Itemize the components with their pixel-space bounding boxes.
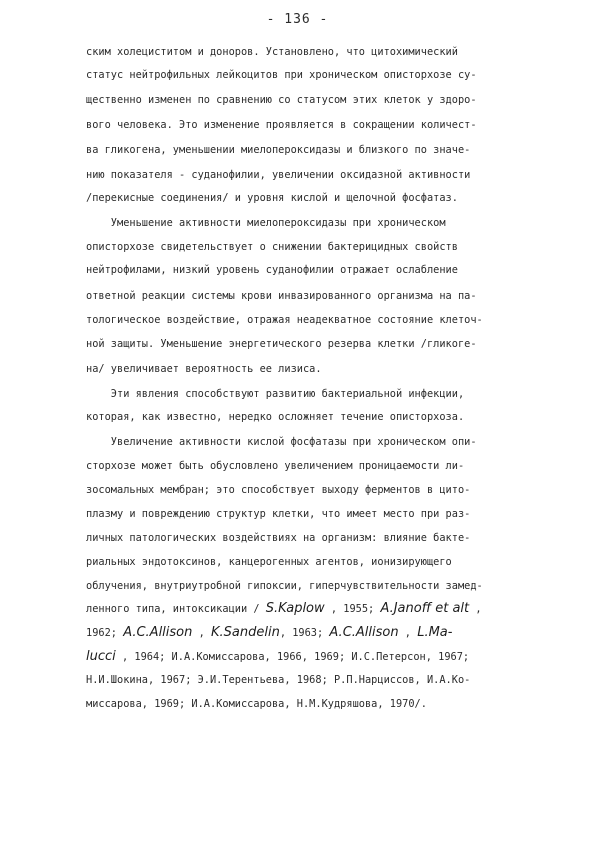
- text-line: тологическое воздействие, отражая неадекватное состояние клеточ-: [86, 314, 483, 326]
- text-line: на/ увеличивает вероятность ее лизиса.: [86, 363, 322, 375]
- handwritten-reference: A.C.Allison: [329, 625, 399, 640]
- handwritten-reference: A.Janoff et alt: [380, 601, 470, 616]
- text-line: ским холециститом и доноров. Установлено, что цитохимический: [86, 46, 458, 58]
- text-line: /перекисные соединения/ и уровня кислой и щелочной фосфатаз.: [86, 192, 458, 204]
- text-line: нию показателя - суданофилии, увеличении оксидазной активности: [86, 169, 471, 181]
- page-number: - 136 -: [266, 12, 329, 27]
- text-line: [86, 602, 482, 616]
- typed-text: миссарова, 1969; И.А.Комиссарова, Н.М.Кудряшова, 1970/.: [86, 698, 427, 710]
- text-line: риальных эндотоксинов, канцерогенных агентов, ионизирующего: [86, 556, 452, 568]
- text-line: [86, 626, 452, 640]
- typed-text: ,: [398, 627, 418, 639]
- text-line: зосомальных мембран; это способствует выходу ферментов в цито-: [86, 484, 471, 496]
- typed-text: ,: [469, 603, 482, 615]
- typed-text: , 1963;: [279, 627, 330, 639]
- text-line: Эти явления способствуют развитию бактериальной инфекции,: [86, 388, 465, 400]
- text-line: нейтрофилами, низкий уровень суданофилии отражает ослабление: [86, 264, 458, 276]
- handwritten-reference: L.Ma-: [417, 625, 453, 640]
- text-line: личных патологических воздействиях на организм: влияние бакте-: [86, 532, 471, 544]
- text-line: сторхозе может быть обусловлено увеличением проницаемости ли-: [86, 460, 465, 472]
- handwritten-reference: S.Kaplow: [265, 601, 325, 616]
- typed-text: ленного типа, интоксикации /: [86, 603, 266, 615]
- typed-text: ,: [192, 627, 211, 639]
- text-line: [86, 650, 469, 664]
- typed-text: , 1955;: [324, 603, 381, 615]
- text-line: облучения, внутриутробной гипоксии, гиперчувствительности замед-: [86, 580, 483, 592]
- handwritten-reference: lucci: [86, 649, 116, 664]
- text-line: [86, 697, 427, 711]
- handwritten-reference: A.C.Allison: [123, 625, 193, 640]
- handwritten-reference: K.Sandelin: [210, 625, 280, 640]
- text-line: которая, как известно, нередко осложняет течение описторхоза.: [86, 411, 465, 423]
- text-line: статус нейтрофильных лейкоцитов при хроническом описторхозе су-: [86, 69, 477, 81]
- text-line: плазму и повреждению структур клетки, что имеет место при раз-: [86, 508, 471, 520]
- typed-text: 1962;: [86, 627, 124, 639]
- text-line: Уменьшение активности миелопероксидазы при хроническом: [86, 217, 446, 229]
- typed-text: Н.И.Шокина, 1967; Э.И.Терентьева, 1968; Р.П.Нарциссов, И.А.Ко-: [86, 674, 471, 686]
- typed-text: , 1964; И.А.Комиссарова, 1966, 1969; И.С.Петерсон, 1967;: [115, 651, 470, 663]
- text-line: описторхозе свидетельствует о снижении бактерицидных свойств: [86, 241, 458, 253]
- text-line: вого человека. Это изменение проявляется в сокращении количест-: [86, 119, 477, 131]
- text-line: щественно изменен по сравнению со статусом этих клеток у здоро-: [86, 94, 477, 106]
- text-line: ва гликогена, уменьшении миелопероксидазы и близкого по значе-: [86, 144, 471, 156]
- text-line: [86, 673, 470, 687]
- text-line: ной защиты. Уменьшение энергетического резерва клетки /гликоге-: [86, 338, 477, 350]
- text-line: ответной реакции системы крови инвазированного организма на па-: [86, 290, 477, 302]
- text-line: Увеличение активности кислой фосфатазы при хроническом опи-: [86, 436, 477, 448]
